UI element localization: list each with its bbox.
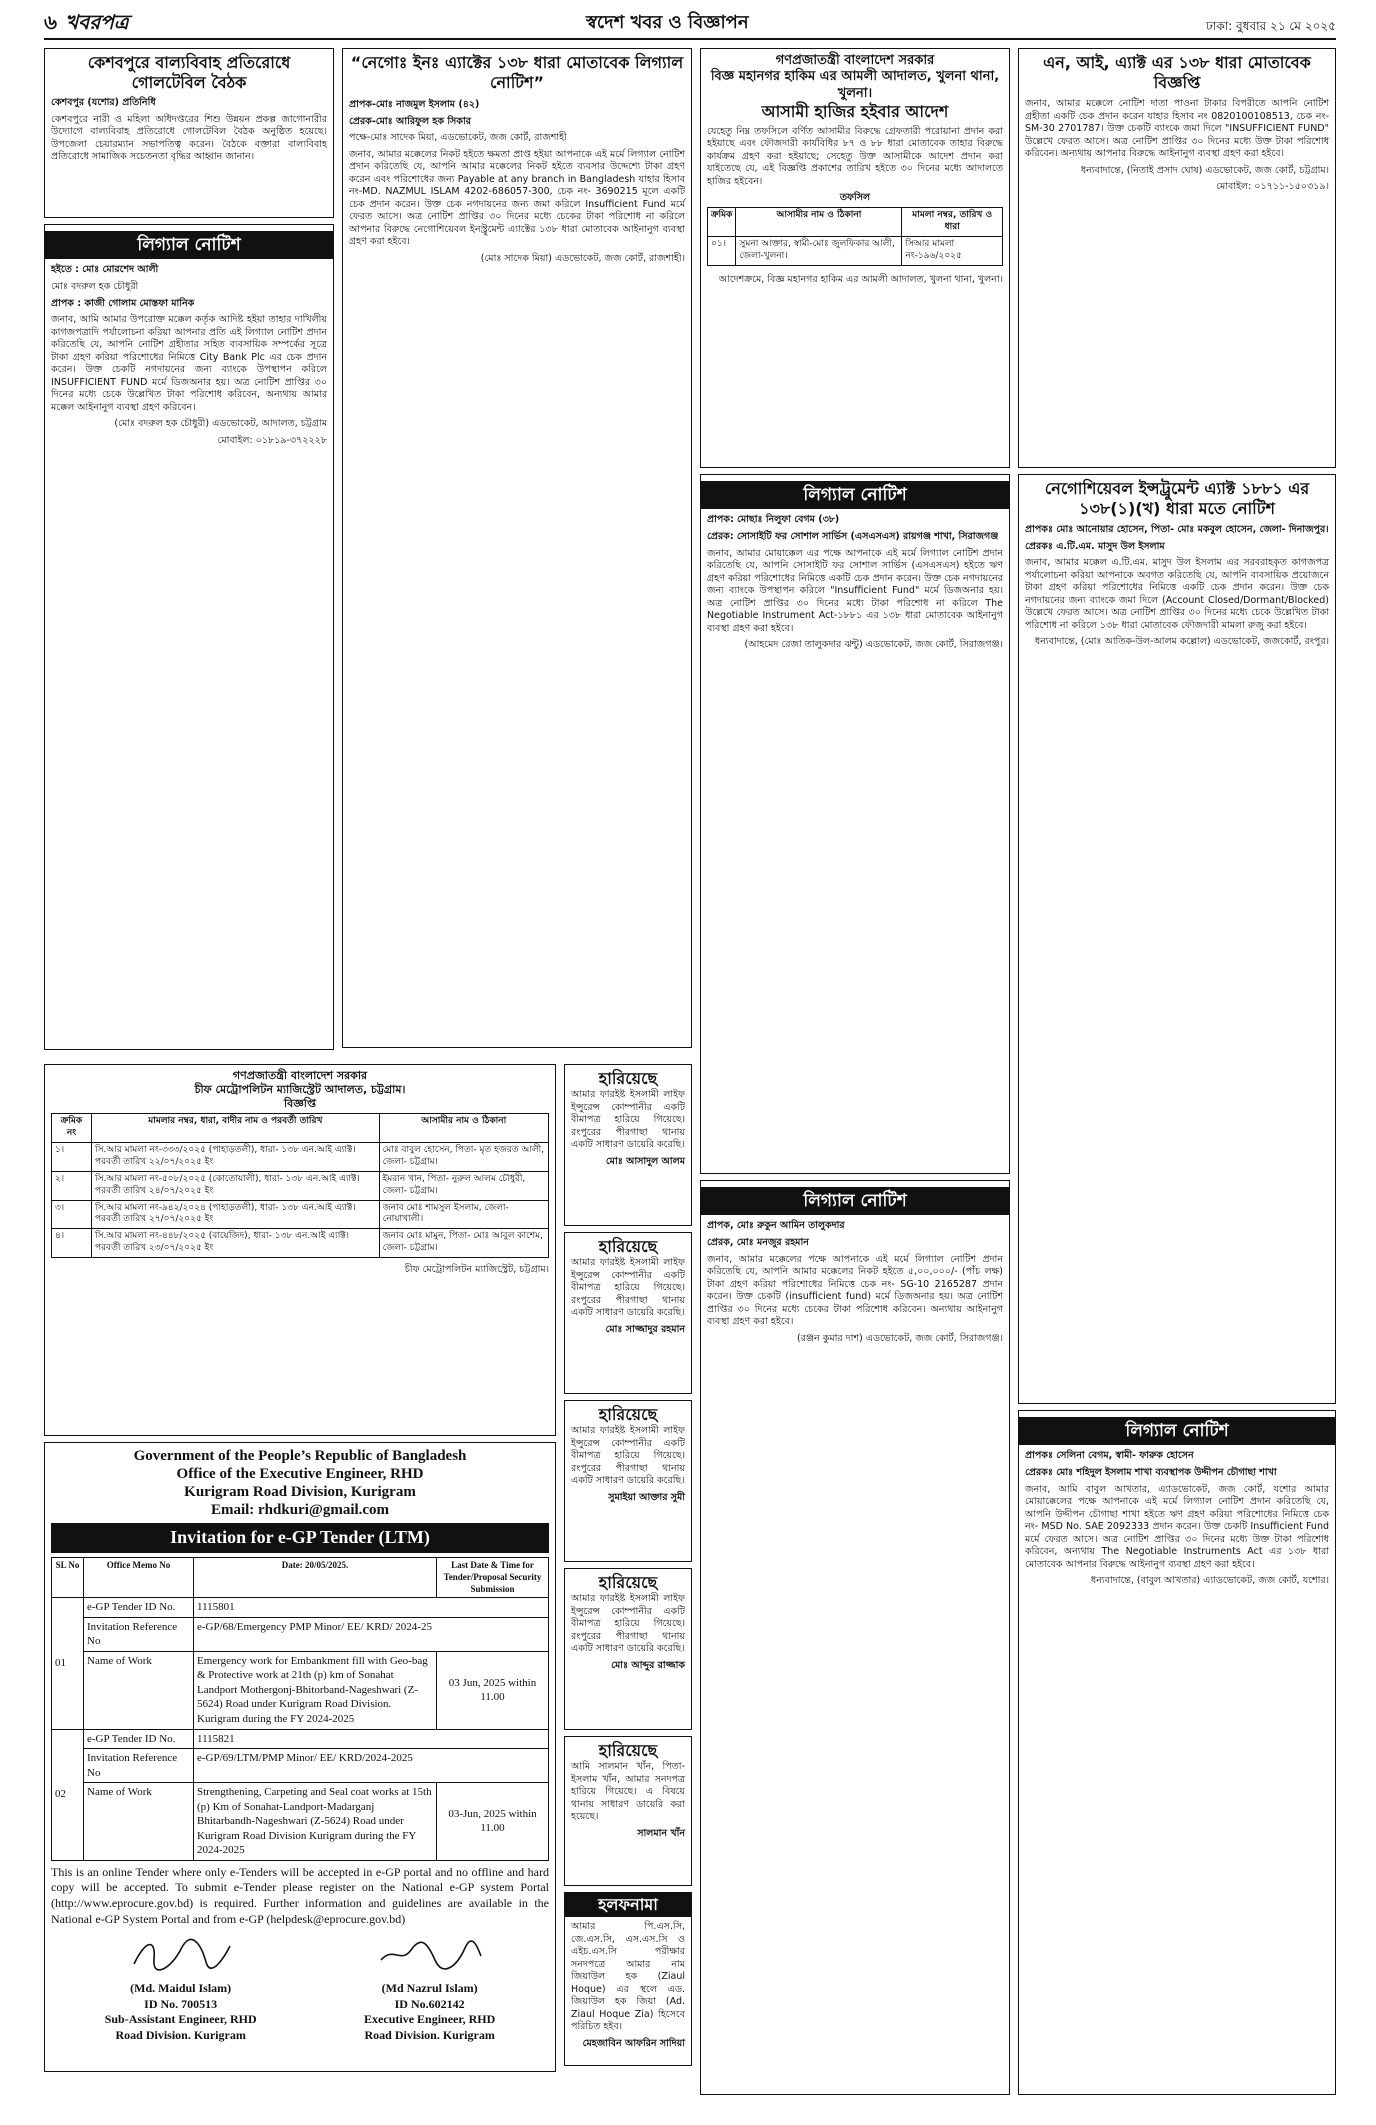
table-cell: ইমরান খান, পিতা- নুরুল আলম চৌধুরী, জেলা- চট্টগ্রাম। [379,1171,548,1200]
legal-notice-2 [342,48,692,1048]
legal-notice-4 [700,1180,1010,2095]
affidavit-body: আমার পি.এস.সি, জে.এস.সি, এস.এস.সি ও এইচ.এস.সি পরীক্ষার সনদপত্রে আমার নাম জিয়াউল হক (Ziaul Hoque) এর স্থলে এড. জিয়াউল হক জিয়া (Ad. Ziaul Hoque Zia) হিসেবে পরিচিত হইব। [571,1921,685,2033]
table-cell: ৪। [52,1229,92,1258]
lost-title: হারিয়েছে [598,1741,658,1760]
lost-signature: মোঃ আব্দুর রাজ্জাক [611,1659,685,1671]
column-2 [342,48,692,1058]
lost-body: আমার ফারইষ্ট ইসলামী লাইফ ইন্সুরেন্স কোম্পানীর একটি বীমাপত্র হারিয়ে গিয়েছে। রংপুরের পীরগাছা থানায় একটি সাধারণ ডায়েরি করেছি। [571,1593,685,1655]
signatory-2 [364,1934,495,2044]
column-3 [700,48,1010,2098]
case-header: আসামীর নাম ও ঠিকানা [379,1114,548,1143]
notice-from: হইতে : মোঃ মোরশেদ আলী [51,264,159,276]
tender-sl: 02 [52,1729,84,1860]
table-cell: সি.আর মামলা নং-৩৩৩/২০২৫ (পাহাড়তলী), ধারা- ১৩৮ এন.আই এ্যাক্ট। পরবর্তী তারিখ ২২/০৭/২০২৫ ইং [92,1143,380,1172]
schedule-header: মামলা নম্বর, তারিখ ও ধারা [902,208,1003,237]
signatory-id: ID No.602142 [394,1996,465,2011]
schedule-header: আসামীর নাম ও ঠিকানা [736,208,902,237]
court-body: যেহেতু নিম্ন তফসিলে বর্ণিত আসামীর বিরুদ্ধে গ্রেফতারী পরোয়ানা প্রদান করা হইয়াছে এবং ফৌজদারী কার্যবিধির ৮৭ ও ৮৮ ধারা মোতাবেক তাহার বিরুদ্ধে কার্যক্রম গ্রহণ করা হইয়াছে; সেহেতু উক্ত আসামীকে আদেশ প্রদান করা যাইতেছে যে, এই বিজ্ঞপ্তি প্রকাশের তারিখ হইতে ৩০ দিনের মধ্যে আদালতে হাজির হইবেন। [707,125,1003,187]
news-title: কেশবপুরে বাল্যবিবাহ প্রতিরোধে গোলটেবিল বৈঠক [87,53,291,92]
legal-notice-6 [1018,474,1336,1404]
signature-scribble-icon [126,1934,236,1974]
signature-scribble-icon [375,1934,485,1974]
notice-phone: মোবাইল: ০১৮১৯-৩৭২২২৮ [217,434,327,446]
table-row [52,1651,549,1729]
table-cell: মোঃ বাবুল হোসেন, পিতা- মৃত হজরত আলী, জেলা- চট্টগ্রাম। [379,1143,548,1172]
lost-title: হারিয়েছে [598,1069,658,1088]
tender-ref: e-GP/68/Emergency PMP Minor/ EE/ KRD/ 2024-25 [194,1617,549,1651]
news-body: কেশবপুরে নারী ও মহিলা অধিদপ্তরের শিশু উন্নয়ন প্রকল্প জাগোনারীর উদ্যোগে বাল্যবিবাহ প্রতিরোধে গোলটেবিল বৈঠক অনুষ্ঠিত হয়েছে। উপজেলা চেয়ারম্যান সভাপতিত্ব করেন। বৈঠকে বক্তারা বাল্যবিবাহ প্রতিরোধে সামাজিক সচেতনতা বৃদ্ধির আহ্বান জানান। [51,113,327,163]
table-cell: সি.আর মামলা নং-৫০৮/২০২৫ (কোতোয়ালী), ধারা- ১৩৮ এন.আই এ্যাক্ট। পরবর্তী তারিখ ২৪/০৭/২০২৫ ইং [92,1171,380,1200]
tender-header: Office Memo No [84,1557,194,1598]
signatory-title: Sub-Assistant Engineer, RHD [104,2012,257,2027]
lost-title: হারিয়েছে [598,1405,658,1424]
notice-lawyer: পক্ষে-মোঃ সাদেক মিয়া, এডভোকেট, জজ কোর্ট, রাজশাহী [349,132,567,144]
court-line-3: বিজ্ঞপ্তি [284,1096,316,1110]
notice-title: নেগোশিয়েবল ইন্সট্রুমেন্ট এ্যাক্ট ১৮৮১ এর ১৩৮(১)(খ) ধারা মতে নোটিশ [1044,479,1310,518]
lost-signature: সালমান খাঁন [637,1827,685,1839]
affidavit-signature: মেহজাবিন আফরিন সাদিয়া [582,2037,685,2049]
table-row [708,237,1003,266]
notice-body: জনাব, আমার মোয়াক্কেল এর পক্ষে আপনাকে এই মর্মে লিগ্যাল নোটিশ প্রদান করিতেছি যে, আপনি সোসাইটি ফর সোশাল সার্ভিস (এসএসএস) হইতে ঋণ গ্রহণ করিয়া পরিশোধের নিমিত্তে একটি চেক প্রদান করেন। উক্ত চেক নগদায়নের জন্য ব্যাংকে উপস্থাপন করিলে "Insufficient Fund" মর্মে ডিজঅনার হয়। অত্র নোটিশ প্রাপ্তির ৩০ দিনের মধ্যে টাকা পরিশোধ না করিলে The Negotiable Instrument Act-১৮৮১ এর ১৩৮ ধারা মোতাবেক আইনানুগ ব্যবস্থা গ্রহণ করা হইবে। [707,547,1003,634]
lost-notice [564,1736,692,1886]
legal-notice-5 [1018,48,1336,468]
schedule-table [707,207,1003,266]
news-byline: কেশবপুর (যশোর) প্রতিনিধি [51,97,156,108]
tender-id: 1115801 [194,1598,549,1618]
tender-header: Date: 20/05/2025. [194,1557,437,1598]
table-row [52,1749,549,1783]
case-header: ক্রমিক নং [52,1114,92,1143]
notice-banner: লিগ্যাল নোটিশ [45,231,333,259]
table-cell: সি.আর মামলা নং-৪৪৮/২০২৫ (বায়েজিদ), ধারা- ১৩৮ এন.আই এ্যাক্ট। পরবর্তী তারিখ ২৩/০৭/২০২৫ ইং [92,1229,380,1258]
table-cell: ০১। [708,237,736,266]
notice-banner: লিগ্যাল নোটিশ [701,481,1009,509]
notice-signature: ধন্যবাদান্তে, (নিতাই প্রসাদ ঘোষ) এডভোকেট, জজ কোর্ট, চট্টগ্রাম। [1080,164,1329,176]
newspaper-logo: খবরপত্র [65,9,129,34]
lost-signature: মোঃ আসাদুল আলম [605,1155,685,1167]
legal-notice-7 [1018,1410,1336,2095]
notice-banner: লিগ্যাল নোটিশ [1019,1417,1335,1445]
table-row [52,1783,549,1861]
notice-lawyer: মোঃ বদরুল হক চৌধুরী [51,280,139,292]
tender-label: e-GP Tender ID No. [84,1598,194,1618]
court-line-3: আসামী হাজির হইবার আদেশ [761,101,949,121]
notice-from: প্রেরক, মোঃ মনজুর রহমান [707,1236,809,1248]
court-signature: আদেশক্রমে, বিজ্ঞ মহানগর হাকিম এর আমলী আদালত, খুলনা থানা, খুলনা। [718,273,1003,285]
notice-to: প্রাপক : কাজী গোলাম মোস্তফা মানিক [51,297,195,309]
table-cell: সি.আর মামলা নং-৯৪২/২০২৪ (পাহাড়তলী), ধারা- ১৩৮ এন.আই এ্যাক্ট। পরবর্তী তারিখ ২৭/০৭/২০২৫ ইং [92,1200,380,1229]
court-line-1: গণপ্রজাতন্ত্রী বাংলাদেশ সরকার [775,53,935,68]
lower-left-column [44,1064,556,2075]
court-signature: চীফ মেট্রোপলিটন ম্যাজিস্ট্রেট, চট্টগ্রাম। [404,1264,549,1275]
court-line-2: চীফ মেট্রোপলিটন ম্যাজিস্ট্রেট আদালত, চট্টগ্রাম। [194,1082,406,1096]
notice-signature: (আহমেদ রেজা তালুকদার ঝন্টু) এডভোকেট, জজ কোর্ট, সিরাজগঞ্জ। [744,639,1003,651]
table-row [52,1617,549,1651]
notice-from: প্রেরকঃ মোঃ শহিদুল ইসলাম শাখা ব্যবস্থাপক উদ্দীপন চৌগাছা শাখা [1025,1466,1277,1478]
lost-notice [564,1064,692,1226]
table-row [52,1200,549,1229]
table-row [52,1143,549,1172]
section-title: স্বদেশ খবর ও বিজ্ঞাপন [585,12,749,34]
lost-body: আমি সালমান খাঁন, পিতা- ইসলাম খাঁন, আমার সনদপত্র হারিয়ে গিয়েছে। এ বিষয়ে থানায় সাধারণ ডায়েরি করা হয়েছে। [571,1761,685,1823]
tender-work: Strengthening, Carpeting and Seal coat works at 15th (p) Km of Sonahat-Landport-Madarganj Bhitarbandh-Nageshwari (Z-5624) Road under Kurigram Road Division Kurigram during the FY 2024-2025 [194,1783,437,1861]
lost-title: হারিয়েছে [598,1237,658,1256]
signatory-1 [105,1934,257,2044]
schedule-header: ক্রমিক [708,208,736,237]
tender-note: This is an online Tender where only e-Tenders will be accepted in e-GP portal and no offline and hard copy will be accepted. To submit e-Tender please register on the National e-GP system Portal (http://www.eprocure.gov.bd) is required. Further information and guidelines are available in the National e-GP System Portal and from e-GP (helpdesk@eprocure.gov.bd) [51,1864,549,1927]
table-row [52,1729,549,1749]
tender-gov: Government of the People’s Republic of Bangladesh [133,1448,467,1464]
notice-to: প্রাপক-মোঃ নাজমুল ইসলাম (৪২) [349,99,480,110]
signatory-id: ID No. 700513 [144,1996,218,2011]
court-line-1: গণপ্রজাতন্ত্রী বাংলাদেশ সরকার [232,1069,368,1082]
tender-work: Emergency work for Embankment fill with Geo-bag & Protective work at 21th (p) km of Sonahat Landport Mothergonj-Bhitorband-Nageshwari (Z-5624) Road under Kurigram Road Division. Kurigram during the FY 2024-2025 [194,1651,437,1729]
column-1 [44,48,334,1058]
signatory-office: Road Division. Kurigram [364,2028,495,2043]
tender-invite-banner: Invitation for e-GP Tender (LTM) [51,1523,549,1553]
affidavit-title: হলফনামা [565,1893,691,1917]
lost-body: আমার ফারইষ্ট ইসলামী লাইফ ইন্সুরেন্স কোম্পানীর একটি বীমাপত্র হারিয়ে গিয়েছে। রংপুরের পীরগাছা থানায় একটি সাধারণ ডায়েরি করেছি। [571,1425,685,1487]
table-cell: জনাব মোঃ মামুন, পিতা- মোঃ আবুল কাশেম, জেলা- চট্টগ্রাম। [379,1229,548,1258]
legal-notice-1 [44,224,334,1050]
notice-from: প্রেরক: সোসাইটি ফর সোশাল সার্ভিস (এসএসএস) রায়গঞ্জ শাখা, সিরাজগঞ্জ [707,530,999,542]
notice-banner: লিগ্যাল নোটিশ [701,1187,1009,1215]
lost-title: হারিয়েছে [598,1573,658,1592]
affidavit-notice [564,1892,692,2066]
tender-notice [44,1442,556,2072]
tender-label: Name of Work [84,1651,194,1729]
page-header [44,10,1336,40]
court-line-2: বিজ্ঞ মহানগর হাকিম এর আমলী আদালত, খুলনা থানা, খুলনা। [710,69,1000,101]
notice-from: প্রেরকঃ এ.টি.এম. মাসুদ উল ইসলাম [1025,540,1165,552]
notice-body: জনাব, আমি বাবুল আখতার, এ্যাডভোকেট, জজ কোর্ট, যশোর আমার মোয়াক্কেলের পক্ষে আপনাকে এই মর্মে লিগ্যাল নোটিশ প্রদান করিতেছি যে, আপনি উদ্দীপন চৌগাছা শাখা হইতে ঋণ গ্রহণ করিয়া পরিশোধের নিমিত্তে চেক নং- MSD No. SAE 2092333 প্রদান করেন। উক্ত চেকটি Insufficient Fund মর্মে ফেরত আসে। অত্র নোটিশ প্রাপ্তির ৩০ দিনের মধ্যে উক্ত টাকা পরিশোধ করিবেন, অন্যথায় The Negotiable Instruments Act এর ১৩৮ ধারা মোতাবেক আপনার বিরুদ্ধে আইনানুগ ব্যবস্থা গ্রহণ করা হইবে। [1025,1483,1329,1570]
issue-date: ঢাকা: বুধবার ২১ মে ২০২৫ [1206,19,1336,34]
signatory-name: (Md Nazrul Islam) [381,1980,478,1995]
notice-to: প্রাপক: মোছাঃ নিলুফা বেগম (৩৮) [707,514,840,526]
lost-notice [564,1400,692,1562]
tender-table [51,1557,549,1861]
lost-signature: মোঃ সাজ্জাদুর রহমান [605,1323,685,1335]
lost-body: আমার ফারইষ্ট ইসলামী লাইফ ইন্সুরেন্স কোম্পানীর একটি বীমাপত্র হারিয়ে গিয়েছে। রংপুরের পীরগাছা থানায় একটি সাধারণ ডায়েরি করেছি। [571,1257,685,1319]
tender-email: Email: rhdkuri@gmail.com [210,1502,390,1518]
table-cell: ২। [52,1171,92,1200]
tender-id: 1115821 [194,1729,549,1749]
notice-to: প্রাপক, মোঃ রুকুন আমিন তালুকদার [707,1220,845,1232]
lost-signature: সুমাইয়া আক্তার সুমী [608,1491,685,1503]
schedule-heading: তফসিল [839,192,871,204]
tender-last-date: 03-Jun, 2025 within 11.00 [437,1783,549,1861]
notice-body: জনাব, আমার মক্কেলে নোটিশ দাতা পাওনা টাকার বিপরীতে আপনি নোটিশ গ্রহীতা একটি চেক প্রদান করেন যাহার হিসাব নং 0820100108513, চেক নং- SM-30 2701787। উক্ত চেকটি ব্যাংকে জমা দিলে "INSUFFICIENT FUND" উল্লেখে ফেরত আসে। অত্র নোটিশ প্রাপ্তির ৩০ দিনের মধ্যে উক্ত টাকা পরিশোধ করিবেন। অন্যথায় আপনার বিরুদ্ধে আইনানুগ ব্যবস্থা গ্রহণ করা হইবে। [1025,98,1329,160]
tender-label: Invitation Reference No [84,1617,194,1651]
tender-division: Kurigram Road Division, Kurigram [184,1484,416,1500]
notice-signature: ধন্যবাদান্তে, (মোঃ আতিক-উল-আলম কল্লোল) এডভোকেট, জজকোর্ট, রংপুর। [1034,636,1329,648]
tender-last-date: 03 Jun, 2025 within 11.00 [437,1651,549,1729]
lost-notice [564,1232,692,1394]
notice-from: প্রেরক-মোঃ আরিফুল হক সিকার [349,115,471,127]
table-cell: সিআর মামলা নং-১৯৬/২০২৫ [902,237,1003,266]
table-row [52,1229,549,1258]
notice-to: প্রাপকঃ মোঃ আনোয়ার হোসেন, পিতা- মোঃ মকবুল হোসেন, জেলা- দিনাজপুর। [1025,524,1329,535]
column-4 [1018,48,1336,2098]
table-cell: জনাব মোঃ শামসুল ইসলাম, জেলা- নোয়াখালী। [379,1200,548,1229]
legal-notice-3 [700,474,1010,1174]
tender-label: e-GP Tender ID No. [84,1729,194,1749]
signatory-name: (Md. Maidul Islam) [130,1980,232,1995]
case-header: মামলার নম্বর, ধারা, বাদীর নাম ও পরবর্তী তারিখ [92,1114,380,1143]
table-cell: ১। [52,1143,92,1172]
notice-body: জনাব, আমার মক্কেলের পক্ষে আপনাকে এই মর্মে লিগ্যাল নোটিশ প্রদান করিতেছি যে, আপনি আমার মক্কেলের নিকট হইতে ৫,০০,০০০/- (পাঁচ লক্ষ) টাকা গ্রহণ করিয়া পরিশোধের নিমিত্তে চেক নং- SG-10 2165287 প্রদান করেন। উক্ত চেকটি (insufficient fund) মর্মে ডিজঅনার হয়। অত্র নোটিশ প্রাপ্তির ৩০ দিনের মধ্যে চেকের টাকা পরিশোধ করিবেন। অন্যথায় আইনানুগ ব্যবস্থা গ্রহণ করা হইবে। [707,1253,1003,1328]
notice-signature: (রঞ্জন কুমার দাশ) এডভোকেট, জজ কোর্ট, সিরাজগঞ্জ। [796,1332,1003,1344]
notice-signature: (মোঃ বদরুল হক চৌধুরী) এডভোকেট, আদালত, চট্টগ্রাম [114,418,327,430]
notice-phone: মোবাইল: ০১৭১১-১৫০৩১৯। [1216,181,1329,193]
signatory-office: Road Division. Kurigram [115,2028,246,2043]
notice-signature: (মোঃ সাদেক মিয়া) এডভোকেট, জজ কোর্ট, রাজশাহী। [480,252,685,264]
table-cell: সুমনা আক্তার, স্বামী-মোঃ জুলফিকার আলী, জেলা-খুলনা। [736,237,902,266]
tender-header: SL No [52,1557,84,1598]
tender-signatures [51,1934,549,2044]
notice-title: “নেগোঃ ইনঃ এ্যাক্টের ১৩৮ ধারা মোতাবেক লিগ্যাল নোটিশ” [350,53,684,92]
lost-notices-column [564,1064,692,2075]
tender-sl: 01 [52,1598,84,1729]
signatory-title: Executive Engineer, RHD [364,2012,496,2027]
notice-title: এন, আই, এ্যাক্ট এর ১৩৮ ধারা মোতাবেক বিজ্ঞপ্তি [1043,53,1311,92]
case-table [51,1113,549,1258]
tender-office: Office of the Executive Engineer, RHD [176,1466,424,1482]
chattogram-court-notice [44,1064,556,1436]
page-number: ৬ [44,9,58,34]
tender-label: Invitation Reference No [84,1749,194,1783]
notice-body: জনাব, আমি আমার উপরোক্ত মক্কেল কর্তৃক আদিষ্ট হইয়া তাহার দাখিলীয় কাগজপত্রাদি পর্যালোচনা করিয়া আপনার প্রতি এই লিগ্যাল নোটিশ প্রদান করিতেছি যে, আপনি নোটিশ গ্রহীতার সহিত ব্যবসায়িক সম্পর্কের সূত্রে টাকা গ্রহণ করিয়া পরিশোধের নিমিত্তে City Bank Plc এর চেক প্রদান করেন। উক্ত চেকটি নগদায়নের জন্য ব্যাংকে উপস্থাপন করিলে INSUFFICIENT FUND মর্মে ডিজঅনার হয়। অত্র নোটিশ প্রাপ্তির ৩০ দিনের মধ্যে চেকে উল্লেখিত টাকা পরিশোধ করিবেন, অন্যথায় আমার মক্কেল আইনানুগ ব্যবস্থা গ্রহণ করিবেন। [51,314,327,413]
notice-to: প্রাপকঃ সেলিনা বেগম, স্বামী- ফারুক হোসেন [1025,1450,1194,1462]
table-cell: ৩। [52,1200,92,1229]
table-row [52,1171,549,1200]
tender-ref: e-GP/69/LTM/PMP Minor/ EE/ KRD/2024-2025 [194,1749,549,1783]
court-order [700,48,1010,468]
news-article [44,48,334,218]
tender-header: Last Date & Time for Tender/Proposal Security Submission [437,1557,549,1598]
notice-body: জনাব, আমার মক্কেলের নিকট হইতে ক্ষমতা প্রাপ্ত হইয়া আপনাকে এই মর্মে লিগ্যাল নোটিশ প্রদান করিতেছি যে, আপনি আমার মক্কেলের নিকট হইতে ব্যবসার উদ্দেশ্যে টাকা গ্রহণ করেন এবং পরিশোধের জন্য Payable at any branch in Bangladesh যাহার হিসাব নং-MD. NAZMUL ISLAM 4202-686057-300, চেক নং- 3690215 মূলে একটি চেক প্রদান করেন। উক্ত চেক নগদায়নের জন্য জমা করিলে Insufficient Fund মর্মে ফেরত আসে। অত্র নোটিশ প্রাপ্তির ৩০ দিনের মধ্যে চেকের টাকা পরিশোধ না করিলে আপনার বিরুদ্ধে নেগোশিয়েবল ইনস্ট্রুমেন্ট এ্যাক্টের ১৩৮ ধারা মোতাবেক আইনানুগ ব্যবস্থা গ্রহণ করা হইবে। [349,148,685,248]
notice-body: জনাব, আমার মক্কেল এ.টি.এম. মাসুদ উল ইসলাম এর সরবরাহকৃত কাগজপত্র পর্যালোচনা করিয়া আপনাকে অবগত করিতেছি যে, আপনি ব্যবসায়িক প্রয়োজনে টাকা গ্রহণ করিয়া পরিশোধের নিমিত্তে একটি চেক প্রদান করেন। উক্ত চেক নগদায়নের জন্য ব্যাংকে জমা দিলে (Account Closed/Dormant/Blocked) উল্লেখে ফেরত আসে। অত্র নোটিশ প্রাপ্তির ৩০ দিনের মধ্যে চেকে উল্লেখিত টাকা পরিশোধ না করিলে ১৩৮ ধারা মোতাবেক ফৌজদারী মামলা রুজু করা হইবে। [1025,557,1329,631]
table-row [52,1598,549,1618]
lost-body: আমার ফারইষ্ট ইসলামী লাইফ ইন্সুরেন্স কোম্পানীর একটি বীমাপত্র হারিয়ে গিয়েছে। রংপুরের পীরগাছা থানায় একটি সাধারণ ডায়েরি করেছি। [571,1089,685,1151]
lost-notice [564,1568,692,1730]
notice-signature: ধন্যবাদান্তে, (বাবুল আখতার) এ্যাডভোকেট, জজ কোর্ট, যশোর। [1090,1575,1329,1587]
tender-label: Name of Work [84,1783,194,1861]
